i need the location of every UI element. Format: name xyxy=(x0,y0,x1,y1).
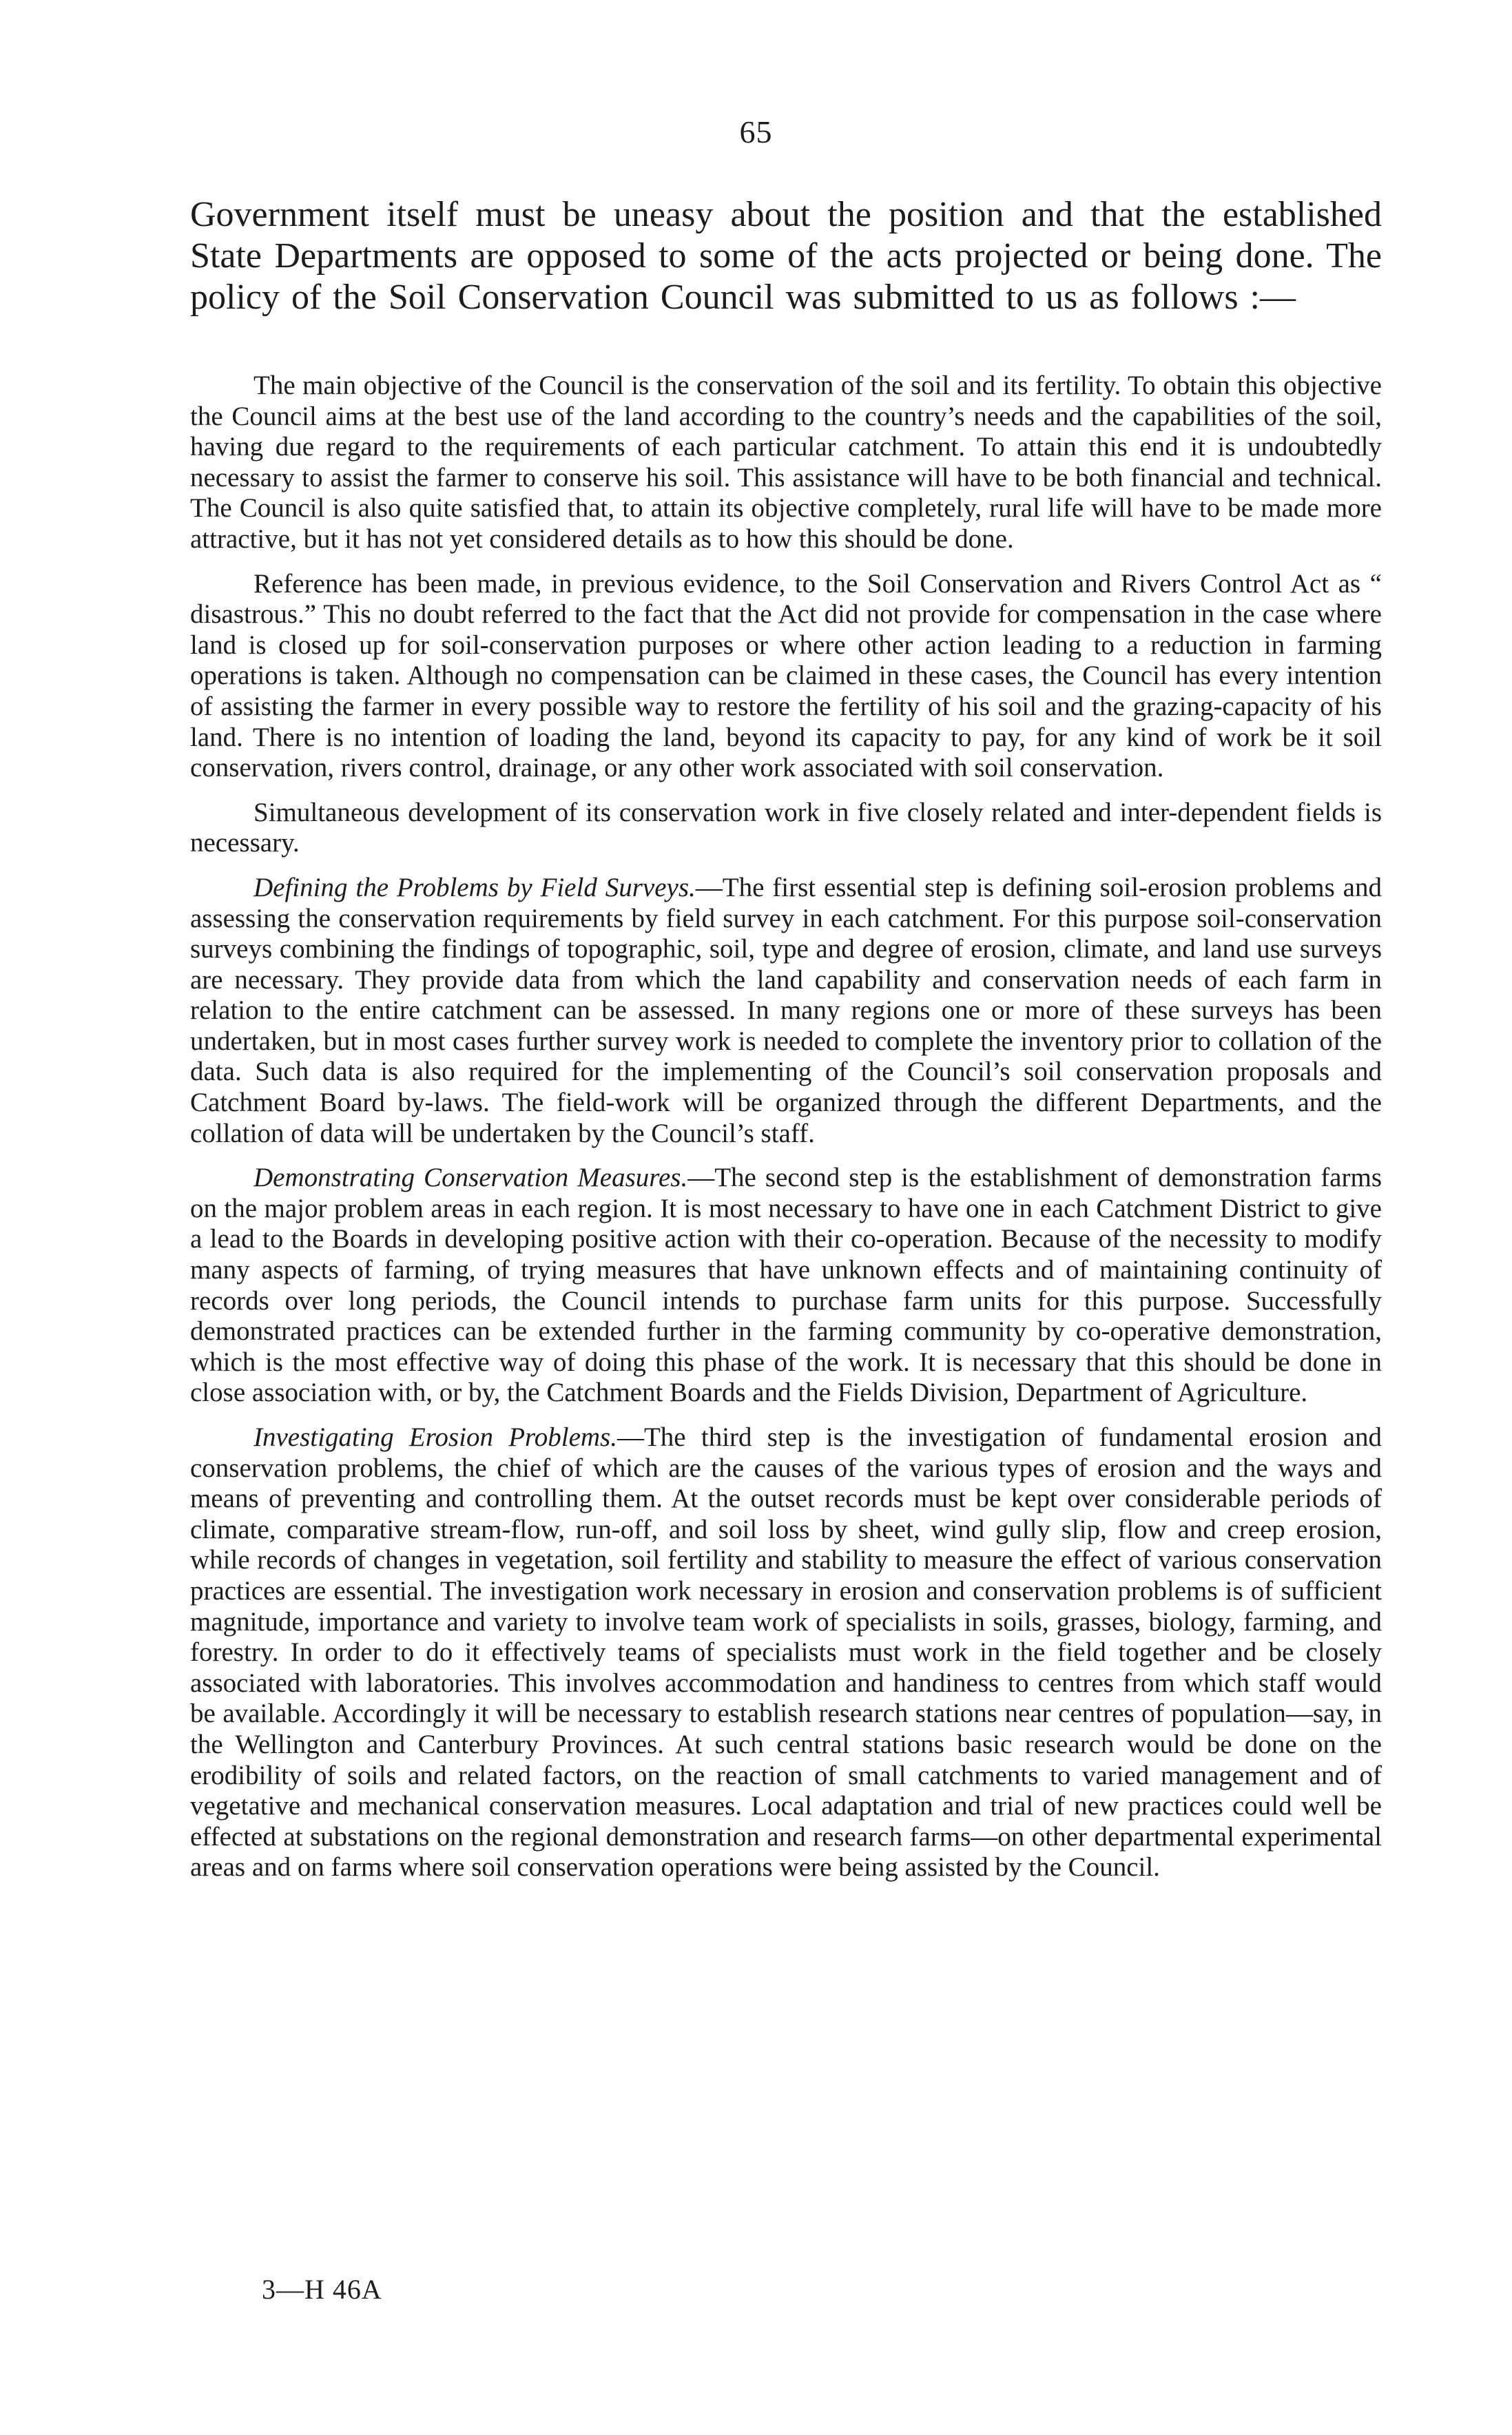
heading-demonstrating: Demonstrating Conservation Measures. xyxy=(253,1163,688,1193)
heading-field-surveys: Defining the Problems by Field Surveys. xyxy=(253,872,696,902)
body-field-surveys: —The first essential step is defining soil-erosion problems and assessing the conservation requirements by field survey in each catchment. For this purpose soil-conservation surveys combining the findings of topographic, soil, type and degree of erosion, climate, and land use surveys are necessary. They provide data from which the land capability and conservation needs of each farm in relation to the entire catchment can be assessed. In many regions one or more of these surveys has been undertaken, but in most cases further survey work is needed to complete the inventory prior to collation of the data. Such data is also required for the implementing of the Council’s soil conservation proposals and Catchment Board by-laws. The field-work will be organized through the different Departments, and the collation of data will be undertaken by the Council’s staff. xyxy=(190,872,1382,1148)
paragraph-development: Simultaneous development of its conservation work in five closely related and inter-dependent fields is necessary. xyxy=(190,797,1382,858)
body-investigating: —The third step is the investigation of fundamental erosion and conservation problems, the chief of which are the causes of the various types of erosion and the ways and means of preventing and controlling them. At the outset records must be kept over considerable periods of climate, comparative stream-flow, run-off, and soil loss by sheet, wind gully slip, flow and creep erosion, while records of changes in vegetation, soil fertility and stability to measure the effect of various conservation practices are essential. The investigation work necessary in erosion and conservation problems is of sufficient magnitude, importance and variety to involve team work of specialists in soils, grasses, biology, farming, and forestry. In order to do it effectively teams of specialists must work in the field together and be closely associated with laboratories. This involves accommodation and handiness to centres from which staff would be available. Accordingly it will be necessary to establish research stations near centres of population—say, in the Wellington and Canterbury Provinces. At such central stations basic research would be done on the erodibility of soils and related factors, on the reaction of small catchments to varied management and of vegetative and mechanical conservation measures. Local adaptation and trial of new practices could well be effected at substations on the regional demonstration and research farms—on other departmental experimental areas and on farms where soil conservation operations were being assisted by the Council. xyxy=(190,1422,1382,1883)
footer-signature: 3—H 46A xyxy=(262,2274,382,2305)
paragraph-field-surveys xyxy=(190,873,1382,1149)
paragraph-investigating xyxy=(190,1422,1382,1883)
intro-paragraph: Government itself must be uneasy about the position and that the established State Departments are opposed to some of the acts projected or being done. The policy of the Soil Conservation Council was submitted to us as follows :— xyxy=(190,195,1382,317)
heading-investigating: Investigating Erosion Problems. xyxy=(253,1422,617,1452)
quoted-policy-statement xyxy=(190,371,1382,1897)
paragraph-objective: The main objective of the Council is the conservation of the soil and its fertility. To obtain this objective the Council aims at the best use of the land according to the country’s needs and the capabilities of the soil, having due regard to the requirements of each particular catchment. To attain this end it is undoubtedly necessary to assist the farmer to conserve his soil. This assistance will have to be both financial and technical. The Council is also quite satisfied that, to attain its objective completely, rural life will have to be made more attractive, but it has not yet considered details as to how this should be done. xyxy=(190,371,1382,554)
body-demonstrating: —The second step is the establishment of demonstration farms on the major problem areas in each region. It is most necessary to have one in each Catchment District to give a lead to the Boards in developing positive action with their co-operation. Because of the necessity to modify many aspects of farming, of trying measures that have unknown effects and of maintaining continuity of records over long periods, the Council intends to purchase farm units for this purpose. Successfully demonstrated practices can be extended further in the farming community by co-operative demonstration, which is the most effective way of doing this phase of the work. It is necessary that this should be done in close association with, or by, the Catchment Boards and the Fields Division, Department of Agriculture. xyxy=(190,1163,1382,1408)
paragraph-demonstrating xyxy=(190,1163,1382,1409)
page-number: 65 xyxy=(739,114,773,149)
paragraph-compensation: Reference has been made, in previous evidence, to the Soil Conservation and Rivers Control Act as “ disastrous.” This no doubt referred to the fact that the Act did not provide for compensation in the case where land is closed up for soil-conservation purposes or where other action leading to a reduction in farming operations is taken. Although no compensation can be claimed in these cases, the Council has every intention of assisting the farmer in every possible way to restore the fertility of his soil and the grazing-capacity of his land. There is no intention of loading the land, beyond its capacity to pay, for any kind of work be it soil conservation, rivers control, drainage, or any other work associated with soil conservation. xyxy=(190,568,1382,783)
